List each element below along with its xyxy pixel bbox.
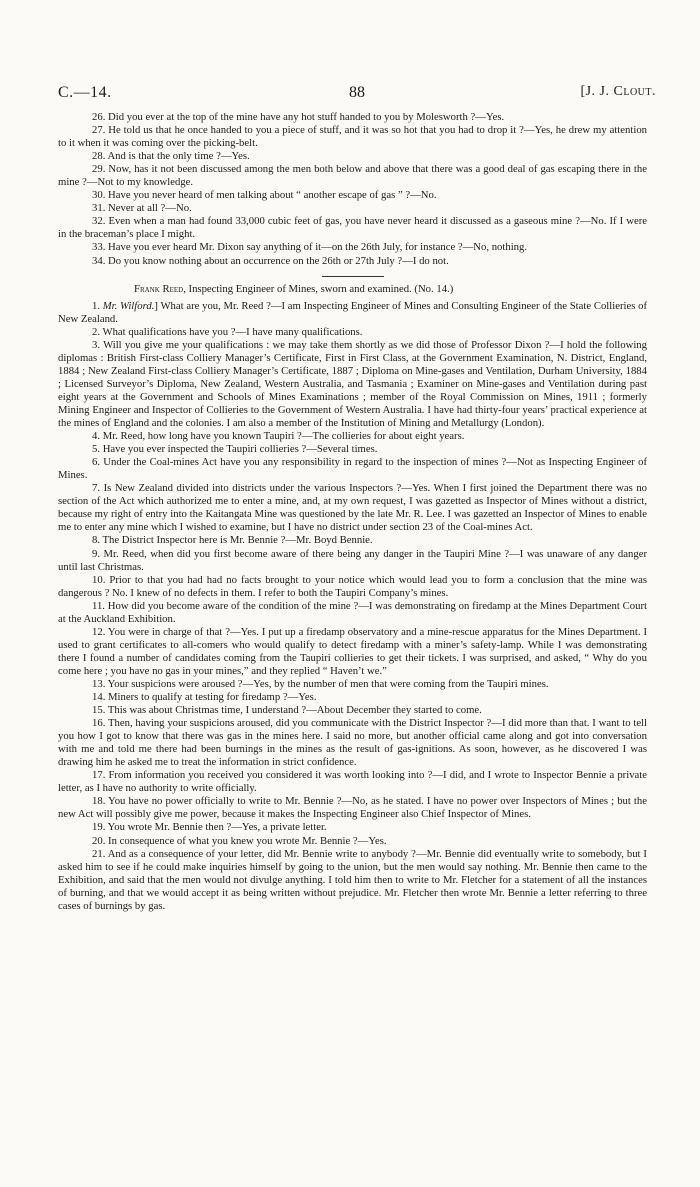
question-number: 33. (92, 241, 106, 254)
question-paragraph (58, 300, 647, 326)
question-number: 1. (92, 299, 101, 312)
testimony-block-reed (58, 326, 647, 913)
question-paragraph (58, 704, 647, 717)
question-text: Mr. Reed, how long have you known Taupiri ?—The collieries for about eight years. (102, 430, 465, 443)
counsel-name: Mr. Wilford. (102, 299, 155, 312)
question-number: 31. (92, 202, 106, 215)
question-paragraph (58, 574, 647, 600)
question-number: 16. (92, 717, 106, 730)
question-text: Miners to qualify at testing for firedamp ?—Yes. (108, 691, 317, 704)
question-paragraph (58, 769, 647, 795)
question-paragraph (58, 600, 647, 626)
question-text: ] What are you, Mr. Reed ?—I am Inspecting Engineer of Mines and Consulting Engineer of the State Collieries of New Zealand. (58, 299, 648, 325)
question-paragraph (58, 691, 647, 704)
question-number: 20. (92, 834, 106, 847)
question-paragraph (58, 848, 647, 913)
witness-description: , Inspecting Engineer of Mines, sworn and examined. (No. 14.) (183, 282, 454, 295)
question-paragraph (58, 835, 647, 848)
question-text: This was about Christmas time, I understand ?—About December they started to come. (107, 704, 482, 717)
question-number: 4. (92, 430, 101, 443)
question-text: And as a consequence of your letter, did Mr. Bennie write to anybody ?—Mr. Bennie did eventually write to somebody, but I asked him to see if he could make inquiries himself by going to the union, but the men would say nothing. Mr. Bennie then came to the Exhibition, and said that the men would not divulge anything. I told him then to write to Mr. Fletcher for a statement of all the instances of burning, and that we would accept it as being written without prejudice. Mr. Fletcher then wrote Mr. Bennie a letter referring to three cases of burnings by gas. (58, 847, 647, 912)
question-number: 2. (92, 325, 101, 338)
question-number: 21. (92, 847, 106, 860)
question-text: And is that the only time ?—Yes. (107, 150, 250, 163)
section-divider (322, 276, 384, 277)
page-number: 88 (349, 84, 365, 101)
question-text: Now, has it not been discussed among the men both below and above that there was a good deal of gas escaping there in the mine ?—Not to my knowledge. (58, 163, 647, 189)
page-header (58, 84, 656, 108)
question-number: 26. (92, 111, 106, 123)
question-paragraph (58, 163, 647, 189)
question-paragraph (58, 124, 647, 150)
question-paragraph (58, 626, 647, 678)
question-paragraph (58, 534, 647, 547)
question-number: 32. (92, 215, 106, 228)
question-text: Have you ever heard Mr. Dixon say anything of it—on the 26th July, for instance ?—No, nothing. (108, 241, 528, 254)
question-text: Did you ever at the top of the mine have any hot stuff handed to you by Molesworth ?—Yes. (108, 111, 505, 123)
question-paragraph (58, 202, 647, 215)
question-paragraph (58, 821, 647, 834)
question-text: Is New Zealand divided into districts under the various Inspectors ?—Yes. When I first joined the Department there was no section of the Act which authorized me to enter a mine, and, at my own request, I was gazetted as Inspector of Mines without a district, because my right of entry into the Kaitangata Mine was questioned by the late Mr. R. Lee. I was gazetted an Inspector of Mines to enable me to enter any mine which I wished to examine, but I have no district under section 23 of the Coal-mines Act. (58, 482, 648, 534)
question-number: 28. (92, 150, 106, 163)
question-number: 7. (92, 482, 101, 495)
question-number: 29. (92, 163, 106, 176)
testimony-block-clout (58, 111, 647, 268)
question-number: 12. (92, 625, 106, 638)
question-paragraph (58, 430, 647, 443)
question-number: 30. (92, 189, 106, 202)
question-number: 10. (92, 573, 106, 586)
question-paragraph (58, 326, 647, 339)
question-paragraph (58, 189, 647, 202)
question-paragraph (58, 111, 647, 124)
question-text: Prior to that you had had no facts brought to your notice which would lead you to form a conclusion that the mine was dangerous ? No. I knew of no defects in them. I refer to both the Taupiri Company’s mines. (58, 573, 647, 599)
question-text: In consequence of what you knew you wrote Mr. Bennie ?—Yes. (108, 834, 387, 847)
question-paragraph (58, 717, 647, 769)
question-text: From information you received you considered it was worth looking into ?—I did, and I wrote to Inspector Bennie a private letter, as I have no authority to write officially. (58, 769, 647, 795)
question-text: Under the Coal-mines Act have you any responsibility in regard to the inspection of mines ?—Not as Inspecting Engineer of Mines. (58, 456, 647, 482)
question-paragraph (58, 548, 647, 574)
question-text: You were in charge of that ?—Yes. I put up a firedamp observatory and a mine-rescue apparatus for the Mines Department. I used to grant certificates to all-comers who would qualify to detect firedamp with a miner’s safety-lamp. While I was demonstrating there I found a number of candidates coming from the Taupiri collieries to get their tickets. I was surprised, and asked, “ Why do you come here ; you have no gas in your mines,” and they replied “ Haven’t we.” (58, 625, 648, 677)
question-number: 14. (92, 691, 106, 704)
question-text: Will you give me your qualifications : we may take them shortly as we did those of Professor Dixon ?—I hold the following diplomas : British First-class Colliery Manager’s Certificate, First in First Class, at the Government Examination, N. District, England, 1884 ; New Zealand First-class Colliery Manager’s Certificate, 1887 ; Diploma on Mine-gases and Ventilation, Durham University, 1884 ; Licensed Surveyor’s Diploma, New Zealand, Western Australia, and Tasmania ; Examiner on Mine-gases and Ventilation during past eight years at the Government and Schools of Mines Examinations ; member of the Royal Commission on Mines, 1911 ; formerly Mining Engineer and Inspector of Collieries to the Government of Western Australia. I have had thirty-four years’ practical experience at the mines of England and the colonies. I am also a member of the Institution of Mining and Metallurgy (London). (58, 338, 647, 430)
question-number: 13. (92, 677, 106, 690)
question-paragraph (58, 795, 647, 821)
question-number: 19. (92, 821, 106, 834)
report-number: C.—14. (58, 84, 112, 101)
question-text: Have you never heard of men talking about “ another escape of gas ” ?—No. (108, 189, 437, 202)
witness-name: Frank Reed (134, 282, 184, 295)
question-paragraph (58, 241, 647, 254)
question-number: 5. (92, 443, 101, 456)
question-number: 34. (92, 254, 106, 267)
question-number: 27. (92, 124, 106, 137)
question-text: What qualifications have you ?—I have many qualifications. (102, 325, 363, 338)
question-paragraph (58, 678, 647, 691)
question-number: 18. (92, 795, 106, 808)
question-text: Even when a man had found 33,000 cubic feet of gas, you have never heard it discussed as a gaseous mine ?—No. If I were in the braceman’s place I might. (58, 215, 648, 241)
question-text: Your suspicions were aroused ?—Yes, by the number of men that were coming from the Taupiri mines. (107, 677, 549, 690)
witness-heading (58, 283, 647, 296)
question-number: 11. (92, 599, 105, 612)
question-paragraph (58, 443, 647, 456)
question-paragraph (58, 339, 647, 430)
question-text: How did you become aware of the condition of the mine ?—I was demonstrating on firedamp at the Mines Department Court at the Auckland Exhibition. (58, 599, 648, 625)
question-number: 3. (92, 338, 101, 351)
witness-running-head: [J. J. Clout. (580, 84, 656, 99)
question-number: 8. (92, 534, 101, 547)
question-paragraph (58, 215, 647, 241)
question-number: 6. (92, 456, 101, 469)
question-paragraph (58, 255, 647, 268)
question-number: 9. (92, 547, 101, 560)
question-text: Have you ever inspected the Taupiri collieries ?—Several times. (102, 443, 378, 456)
question-number: 15. (92, 704, 106, 717)
document-body (58, 111, 647, 913)
question-text: Mr. Reed, when did you first become aware of there being any danger in the Taupiri Mine ?—I was unaware of any danger until last Christmas. (58, 547, 648, 573)
question-paragraph (58, 150, 647, 163)
question-text: You have no power officially to write to Mr. Bennie ?—No, as he stated. I have no power over Inspectors of Mines ; but the new Act will possibly give me power, because it makes the Inspecting Engineer also Chief Inspector of Mines. (58, 795, 647, 821)
question-text: He told us that he once handed to you a piece of stuff, and it was so hot that you had to drop it ?—Yes, he drew my attention to it when it was coming over the picking-belt. (58, 124, 648, 150)
question-number: 17. (92, 769, 106, 782)
question-text: Do you know nothing about an occurrence on the 26th or 27th July ?—I do not. (108, 254, 449, 267)
question-text: The District Inspector here is Mr. Bennie ?—Mr. Boyd Bennie. (102, 534, 373, 547)
question-text: Never at all ?—No. (108, 202, 192, 215)
question-text: Then, having your suspicions aroused, did you communicate with the District Inspector ?—I did more than that. I want to tell you how I got to know that there was gas in the mines here. I said no more, but another official came along and got into conversation with me and told me there had been burnings in the mines as the result of gas-ignitions. As soon, however, as he discovered I was drawing him he asked me to treat the information in strict confidence. (58, 717, 647, 769)
question-paragraph (58, 482, 647, 534)
question-paragraph (58, 456, 647, 482)
question-text: You wrote Mr. Bennie then ?—Yes, a private letter. (107, 821, 327, 834)
